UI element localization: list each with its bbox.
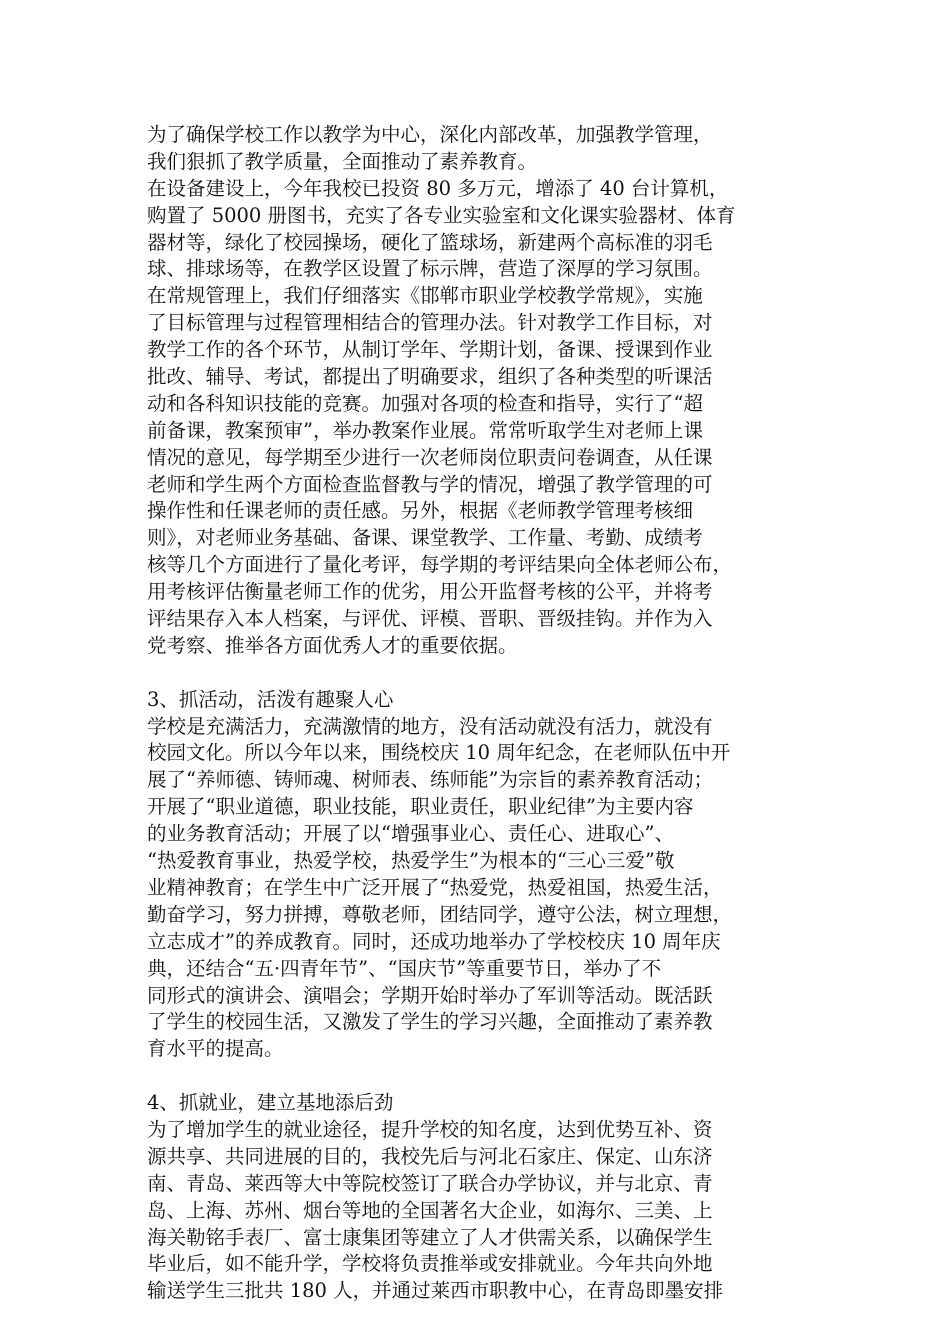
text-line: 展了“养师德、铸师魂、树师表、练师能”为宗旨的素养教育活动； — [147, 768, 713, 792]
text-line: 在设备建设上，今年我校已投资 80 多万元，增添了 40 台计算机， — [147, 176, 729, 200]
paragraph-spacer — [147, 1063, 807, 1090]
text-line: 4、抓就业，建立基地添后劲 — [147, 1091, 394, 1115]
text-line: 了目标管理与过程管理相结合的管理办法。针对教学工作目标，对 — [147, 311, 713, 335]
text-line: 3、抓活动，活泼有趣聚人心 — [147, 687, 394, 711]
text-line: 我们狠抓了教学质量，全面推动了素养教育。 — [147, 149, 538, 173]
text-line: 校园文化。所以今年以来，围绕校庆 10 周年纪念，在老师队伍中开 — [147, 741, 731, 765]
text-line: 海关勒铭手表厂、富士康集团等建立了人才供需关系，以确保学生 — [147, 1225, 713, 1249]
text-line: 开展了“职业道德，职业技能，职业责任，职业纪律”为主要内容 — [147, 795, 694, 819]
text-line: 南、青岛、莱西等大中等院校签订了联合办学协议，并与北京、青 — [147, 1171, 713, 1195]
text-line: 学校是充满活力，充满激情的地方，没有活动就没有活力，就没有 — [147, 714, 713, 738]
text-line: 器材等，绿化了校园操场，硬化了篮球场，新建两个高标准的羽毛 — [147, 230, 713, 254]
text-line: 典，还结合“五·四青年节”、“国庆节”等重要节日，举办了不 — [147, 956, 662, 980]
text-line: 核等几个方面进行了量化考评，每学期的考评结果向全体老师公布， — [147, 553, 733, 577]
text-line: 岛、上海、苏州、烟台等地的全国著名大企业，如海尔、三美、上 — [147, 1198, 713, 1222]
text-line: 则》，对老师业务基础、备课、课堂教学、工作量、考勤、成绩考 — [147, 526, 703, 550]
text-line: 动和各科知识技能的竞赛。加强对各项的检查和指导，实行了“超 — [147, 391, 703, 415]
text-line: 球、排球场等，在教学区设置了标示牌，营造了深厚的学习氛围。 — [147, 257, 713, 281]
text-line: 输送学生三批共 180 人，并通过莱西市职教中心，在青岛即墨安排 — [147, 1279, 724, 1303]
text-line: “热爱教育事业，热爱学校，热爱学生”为根本的“三心三爱”敬 — [147, 849, 675, 873]
text-line: 立志成才”的养成教育。同时，还成功地举办了学校校庆 10 周年庆 — [147, 929, 721, 953]
text-line: 勤奋学习，努力拼搏，尊敬老师，团结同学，遵守公法，树立理想， — [147, 902, 733, 926]
text-line: 购置了 5000 册图书，充实了各专业实验室和文化课实验器材、体育 — [147, 203, 736, 227]
document-body — [147, 122, 807, 1305]
text-line: 的业务教育活动；开展了以“增强事业心、责任心、进取心”、 — [147, 822, 674, 846]
text-line: 毕业后，如不能升学，学校将负责推举或安排就业。今年共向外地 — [147, 1252, 713, 1276]
text-line: 在常规管理上，我们仔细落实《邯郸市职业学校教学常规》，实施 — [147, 284, 703, 308]
text-line: 操作性和任课老师的责任感。另外，根据《老师教学管理考核细 — [147, 499, 694, 523]
text-line: 同形式的演讲会、演唱会；学期开始时举办了军训等活动。既活跃 — [147, 983, 713, 1007]
text-line: 了学生的校园生活，又激发了学生的学习兴趣，全面推动了素养教 — [147, 1010, 713, 1034]
text-line: 批改、辅导、考试，都提出了明确要求，组织了各种类型的听课活 — [147, 365, 713, 389]
text-line: 为了增加学生的就业途径，提升学校的知名度，达到优势互补、资 — [147, 1117, 713, 1141]
text-line: 育水平的提高。 — [147, 1037, 284, 1061]
text-line: 党考察、推举各方面优秀人才的重要依据。 — [147, 633, 518, 657]
text-line: 情况的意见，每学期至少进行一次老师岗位职责问卷调查，从任课 — [147, 445, 713, 469]
text-line: 为了确保学校工作以教学为中心，深化内部改革，加强教学管理， — [147, 123, 713, 146]
text-line: 评结果存入本人档案，与评优、评模、晋职、晋级挂钩。并作为入 — [147, 607, 713, 631]
text-line: 教学工作的各个环节，从制订学年、学期计划，备课、授课到作业 — [147, 338, 713, 362]
text-line: 源共享、共同进展的目的，我校先后与河北石家庄、保定、山东济 — [147, 1144, 713, 1168]
text-line: 用考核评估衡量老师工作的优劣，用公开监督考核的公平，并将考 — [147, 580, 713, 604]
text-line: 前备课，教案预审”，举办教案作业展。常常听取学生对老师上课 — [147, 418, 703, 442]
text-line: 老师和学生两个方面检查监督教与学的情况，增强了教学管理的可 — [147, 472, 713, 496]
text-line: 业精神教育；在学生中广泛开展了“热爱党，热爱祖国，热爱生活， — [147, 875, 723, 899]
paragraph-spacer — [147, 660, 807, 687]
